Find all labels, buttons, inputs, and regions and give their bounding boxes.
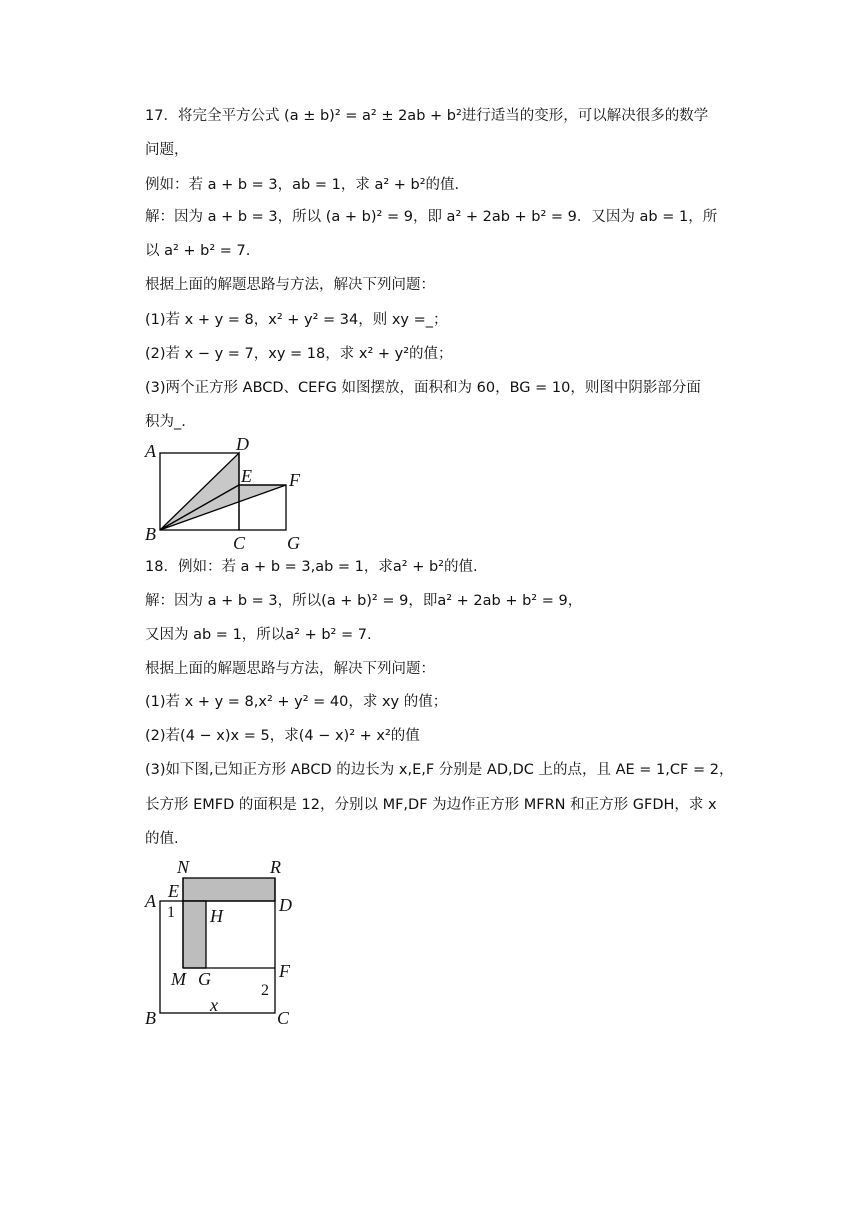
p18-figure bbox=[140, 855, 310, 1035]
p17-question-1: (1)若 x + y = 8，x² + y² = 34，则 xy =_； bbox=[145, 312, 448, 328]
label-e: E bbox=[168, 881, 179, 901]
p17-line-1: 17．将完全平方公式 (a ± b)² = a² ± 2ab + b²进行适当的变形，可以解决很多的数学 bbox=[145, 108, 709, 124]
label-f: F bbox=[289, 470, 300, 490]
p17-line-2: 问题， bbox=[145, 142, 189, 158]
p18-instruction: 根据上面的解题思路与方法，解决下列问题： bbox=[145, 661, 435, 677]
p17-instruction: 根据上面的解题思路与方法，解决下列问题： bbox=[145, 277, 435, 293]
p18-question-3c: 的值. bbox=[145, 831, 179, 847]
shaded-strip-top bbox=[183, 878, 275, 901]
label-one: 1 bbox=[167, 904, 175, 921]
label-d: D bbox=[279, 895, 292, 915]
label-c: C bbox=[277, 1008, 290, 1028]
p17-solution-2: 以 a² + b² = 7. bbox=[145, 243, 251, 259]
p18-example: 18．例如：若 a + b = 3,ab = 1，求a² + b²的值. bbox=[145, 559, 478, 575]
label-r: R bbox=[270, 857, 281, 877]
label-e: E bbox=[241, 466, 252, 486]
label-g: G bbox=[287, 533, 300, 553]
label-b: B bbox=[145, 524, 156, 544]
p18-question-1: (1)若 x + y = 8,x² + y² = 40，求 xy 的值； bbox=[145, 694, 448, 710]
p17-question-3b: 积为_. bbox=[145, 414, 186, 430]
p18-question-3a: (3)如下图,已知正方形 ABCD 的边长为 x,E,F 分别是 AD,DC 上的点，且 AE = 1,CF = 2， bbox=[145, 762, 734, 778]
label-f: F bbox=[279, 961, 290, 981]
p18-solution-1: 解：因为 a + b = 3，所以(a + b)² = 9，即a² + 2ab + b² = 9， bbox=[145, 593, 583, 609]
shaded-strip-left bbox=[183, 901, 206, 968]
label-n: N bbox=[177, 857, 190, 877]
label-g: G bbox=[198, 969, 211, 989]
label-a: A bbox=[145, 441, 156, 461]
label-d: D bbox=[236, 436, 249, 454]
p18-question-3b: 长方形 EMFD 的面积是 12，分别以 MF,DF 为边作正方形 MFRN 和正方形 GFDH，求 x bbox=[145, 797, 717, 813]
label-b: B bbox=[145, 1008, 156, 1028]
label-two: 2 bbox=[261, 982, 269, 999]
p17-figure bbox=[140, 436, 310, 554]
label-m: M bbox=[171, 969, 186, 989]
p18-solution-2: 又因为 ab = 1，所以a² + b² = 7. bbox=[145, 627, 372, 643]
p17-question-2: (2)若 x − y = 7，xy = 18，求 x² + y²的值； bbox=[145, 346, 453, 362]
label-c: C bbox=[233, 533, 246, 553]
label-a: A bbox=[145, 891, 156, 911]
p17-example: 例如：若 a + b = 3，ab = 1，求 a² + b²的值. bbox=[145, 177, 460, 193]
p17-question-3a: (3)两个正方形 ABCD、CEFG 如图摆放，面积和为 60，BG = 10，则图中阴影部分面 bbox=[145, 380, 701, 396]
p17-solution-1: 解：因为 a + b = 3，所以 (a + b)² = 9，即 a² + 2ab + b² = 9．又因为 ab = 1，所 bbox=[145, 209, 718, 225]
p18-question-2: (2)若(4 − x)x = 5，求(4 − x)² + x²的值 bbox=[145, 728, 420, 744]
label-x: x bbox=[210, 995, 218, 1015]
label-h: H bbox=[210, 906, 223, 926]
